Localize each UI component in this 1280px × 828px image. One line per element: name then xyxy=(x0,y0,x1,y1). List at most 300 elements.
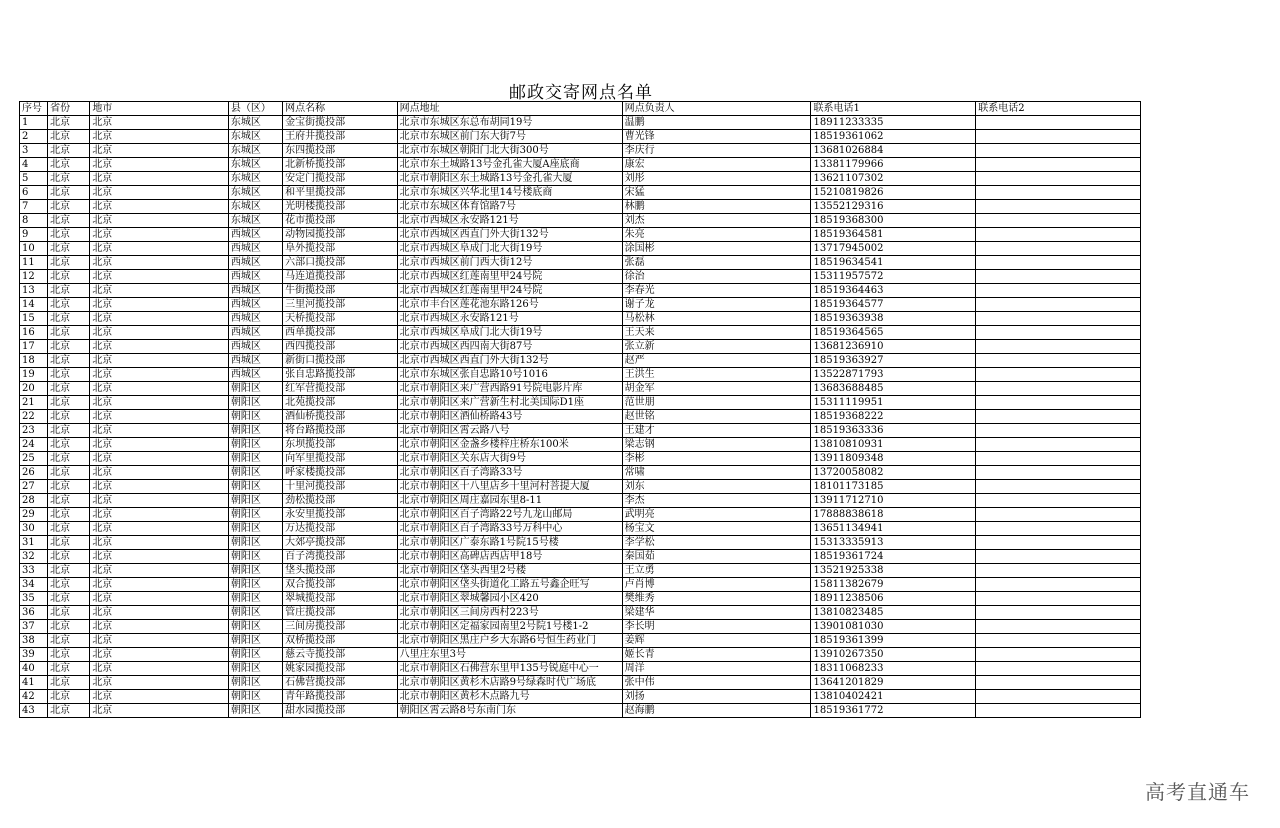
table-cell: 北京市朝阳区百子湾路33号万科中心 xyxy=(397,522,622,536)
table-row xyxy=(20,508,1141,522)
table-cell: 26 xyxy=(20,466,48,480)
table-row xyxy=(20,536,1141,550)
table-cell: 朝阳区 xyxy=(228,592,282,606)
table-cell: 北京市西城区永安路121号 xyxy=(397,312,622,326)
table-cell: 朝阳区 xyxy=(228,452,282,466)
table-cell: 北京 xyxy=(90,130,229,144)
table-cell: 北京 xyxy=(48,676,90,690)
table-cell: 37 xyxy=(20,620,48,634)
table-cell xyxy=(976,564,1141,578)
table-cell: 13651134941 xyxy=(811,522,976,536)
table-cell: 朱亮 xyxy=(622,228,811,242)
table-cell: 21 xyxy=(20,396,48,410)
table-cell: 东城区 xyxy=(228,158,282,172)
table-cell: 34 xyxy=(20,578,48,592)
table-cell: 18519363927 xyxy=(811,354,976,368)
table-cell xyxy=(976,676,1141,690)
table-cell: 北京市东城区前门东大街7号 xyxy=(397,130,622,144)
table-row xyxy=(20,578,1141,592)
table-cell: 北京 xyxy=(90,382,229,396)
table-row xyxy=(20,382,1141,396)
table-cell: 北京 xyxy=(48,438,90,452)
table-cell: 10 xyxy=(20,242,48,256)
table-cell: 29 xyxy=(20,508,48,522)
table-cell: 北京 xyxy=(90,214,229,228)
table-cell xyxy=(976,648,1141,662)
table-row xyxy=(20,704,1141,718)
table-cell: 朝阳区 xyxy=(228,522,282,536)
table-cell: 30 xyxy=(20,522,48,536)
table-cell: 金宝街揽投部 xyxy=(283,116,398,130)
table-cell: 青年路揽投部 xyxy=(283,690,398,704)
table-cell: 北京 xyxy=(90,494,229,508)
table-cell xyxy=(976,480,1141,494)
table-cell: 刘扬 xyxy=(622,690,811,704)
table-cell: 13381179966 xyxy=(811,158,976,172)
table-cell xyxy=(976,690,1141,704)
table-cell: 35 xyxy=(20,592,48,606)
table-cell: 西城区 xyxy=(228,256,282,270)
table-cell: 13 xyxy=(20,284,48,298)
header-cell: 联系电话2 xyxy=(976,102,1141,116)
table-cell: 北京 xyxy=(90,578,229,592)
table-cell: 北京 xyxy=(90,704,229,718)
table-cell: 北京 xyxy=(48,340,90,354)
table-cell: 北京 xyxy=(48,298,90,312)
table-cell: 西城区 xyxy=(228,326,282,340)
table-cell: 刘杰 xyxy=(622,214,811,228)
table-cell: 北京市朝阳区来广营西路91号院电影片库 xyxy=(397,382,622,396)
table-cell: 西城区 xyxy=(228,270,282,284)
table-cell: 北京 xyxy=(90,536,229,550)
table-cell: 北京 xyxy=(48,228,90,242)
table-cell: 北京市朝阳区关东店大街9号 xyxy=(397,452,622,466)
table-cell: 朝阳区 xyxy=(228,382,282,396)
table-cell: 北京 xyxy=(90,298,229,312)
table-cell: 朝阳区 xyxy=(228,690,282,704)
table-cell: 东坝揽投部 xyxy=(283,438,398,452)
table-row xyxy=(20,214,1141,228)
table-cell xyxy=(976,340,1141,354)
table-cell: 北京 xyxy=(90,410,229,424)
table-cell: 18519364577 xyxy=(811,298,976,312)
table-cell xyxy=(976,144,1141,158)
table-row xyxy=(20,438,1141,452)
table-cell: 红军营揽投部 xyxy=(283,382,398,396)
table-row xyxy=(20,396,1141,410)
table-cell xyxy=(976,256,1141,270)
table-row xyxy=(20,116,1141,130)
table-cell: 东四揽投部 xyxy=(283,144,398,158)
table-row xyxy=(20,494,1141,508)
table-cell: 双桥揽投部 xyxy=(283,634,398,648)
table-cell: 十里河揽投部 xyxy=(283,480,398,494)
table-cell: 18519364565 xyxy=(811,326,976,340)
header-cell: 网点地址 xyxy=(397,102,622,116)
table-cell: 谢子龙 xyxy=(622,298,811,312)
table-cell: 北京 xyxy=(48,410,90,424)
table-cell: 北京 xyxy=(48,578,90,592)
table-cell: 北京 xyxy=(48,116,90,130)
table-cell: 北京 xyxy=(48,522,90,536)
table-cell: 18911233335 xyxy=(811,116,976,130)
table-cell: 18519368300 xyxy=(811,214,976,228)
table-cell: 朝阳区 xyxy=(228,550,282,564)
table-cell: 13521925338 xyxy=(811,564,976,578)
table-cell: 北京 xyxy=(48,396,90,410)
table-cell: 武明亮 xyxy=(622,508,811,522)
table-cell: 北京市东城区朝阳门北大街300号 xyxy=(397,144,622,158)
table-cell: 北京 xyxy=(48,270,90,284)
table-cell: 北京 xyxy=(48,536,90,550)
table-cell: 李学松 xyxy=(622,536,811,550)
table-cell: 东城区 xyxy=(228,130,282,144)
table-cell: 北京 xyxy=(48,284,90,298)
table-cell: 12 xyxy=(20,270,48,284)
table-cell xyxy=(976,158,1141,172)
table-row xyxy=(20,144,1141,158)
table-cell: 北京市朝阳区三间房西村223号 xyxy=(397,606,622,620)
table-cell: 万达揽投部 xyxy=(283,522,398,536)
table-cell: 北京 xyxy=(90,312,229,326)
table-cell: 酒仙桥揽投部 xyxy=(283,410,398,424)
table-cell: 北京 xyxy=(48,494,90,508)
table-cell: 18311068233 xyxy=(811,662,976,676)
table-cell: 43 xyxy=(20,704,48,718)
table-row xyxy=(20,564,1141,578)
table-cell: 北京市西城区西四南大街87号 xyxy=(397,340,622,354)
table-cell: 北京 xyxy=(48,662,90,676)
table-cell: 西四揽投部 xyxy=(283,340,398,354)
table-cell: 北京 xyxy=(90,116,229,130)
table-cell xyxy=(976,368,1141,382)
header-cell: 网点负责人 xyxy=(622,102,811,116)
table-cell: 8 xyxy=(20,214,48,228)
table-cell: 西城区 xyxy=(228,242,282,256)
table-cell: 北京 xyxy=(48,424,90,438)
table-row xyxy=(20,662,1141,676)
header-cell: 省份 xyxy=(48,102,90,116)
table-row xyxy=(20,270,1141,284)
table-cell: 北京市东城区张自忠路10号1016 xyxy=(397,368,622,382)
header-cell: 联系电话1 xyxy=(811,102,976,116)
header-cell: 县（区） xyxy=(228,102,282,116)
table-cell: 刘彤 xyxy=(622,172,811,186)
table-cell: 北京市朝阳区黄杉木点路九号 xyxy=(397,690,622,704)
table-cell: 北京 xyxy=(90,242,229,256)
table-cell: 18 xyxy=(20,354,48,368)
table-cell: 5 xyxy=(20,172,48,186)
table-cell xyxy=(976,396,1141,410)
table-cell: 北京 xyxy=(48,242,90,256)
table-cell: 15210819826 xyxy=(811,186,976,200)
table-cell: 17888838618 xyxy=(811,508,976,522)
table-cell: 北京 xyxy=(90,480,229,494)
table-cell xyxy=(976,354,1141,368)
table-cell: 朝阳区 xyxy=(228,480,282,494)
table-cell: 28 xyxy=(20,494,48,508)
table-cell: 18519361062 xyxy=(811,130,976,144)
table-cell: 花市揽投部 xyxy=(283,214,398,228)
table-cell: 13810402421 xyxy=(811,690,976,704)
table-cell: 西城区 xyxy=(228,298,282,312)
table-cell: 北京 xyxy=(48,354,90,368)
table-cell: 北京 xyxy=(90,256,229,270)
table-cell: 李庆行 xyxy=(622,144,811,158)
table-cell: 北京 xyxy=(48,466,90,480)
table-row xyxy=(20,312,1141,326)
table-cell: 安定门揽投部 xyxy=(283,172,398,186)
table-cell: 朝阳区 xyxy=(228,536,282,550)
table-cell: 六部口揽投部 xyxy=(283,256,398,270)
table-row xyxy=(20,130,1141,144)
table-cell: 姜辉 xyxy=(622,634,811,648)
table-cell: 18519361724 xyxy=(811,550,976,564)
table-cell: 北京 xyxy=(90,634,229,648)
table-cell: 北京 xyxy=(90,172,229,186)
table-cell: 北京 xyxy=(90,368,229,382)
table-cell: 北京市朝阳区百子湾路33号 xyxy=(397,466,622,480)
table-cell: 北京 xyxy=(48,158,90,172)
table-cell: 北京市朝阳区霄云路八号 xyxy=(397,424,622,438)
table-cell: 周洋 xyxy=(622,662,811,676)
table-cell: 北京 xyxy=(48,592,90,606)
table-cell: 31 xyxy=(20,536,48,550)
table-cell: 北京 xyxy=(48,648,90,662)
table-cell: 八里庄东里3号 xyxy=(397,648,622,662)
table-cell: 16 xyxy=(20,326,48,340)
table-cell: 北京 xyxy=(48,256,90,270)
table-cell: 18101173185 xyxy=(811,480,976,494)
table-cell: 向军里揽投部 xyxy=(283,452,398,466)
table-row xyxy=(20,200,1141,214)
table-cell: 朝阳区 xyxy=(228,662,282,676)
table-cell: 北京 xyxy=(48,214,90,228)
table-cell: 北京 xyxy=(48,480,90,494)
table-cell: 北京 xyxy=(90,550,229,564)
table-cell: 北京 xyxy=(48,564,90,578)
table-cell: 13717945002 xyxy=(811,242,976,256)
table-cell xyxy=(976,200,1141,214)
table-cell: 北京 xyxy=(90,340,229,354)
table-cell: 北京 xyxy=(90,606,229,620)
table-cell: 大郊亭揽投部 xyxy=(283,536,398,550)
table-cell: 北京 xyxy=(90,158,229,172)
table-cell xyxy=(976,550,1141,564)
table-row xyxy=(20,172,1141,186)
table-cell: 宋猛 xyxy=(622,186,811,200)
table-cell: 朝阳区 xyxy=(228,606,282,620)
table-cell: 北京 xyxy=(90,676,229,690)
table-cell: 北京 xyxy=(48,382,90,396)
table-cell xyxy=(976,186,1141,200)
table-cell: 赵海鹏 xyxy=(622,704,811,718)
table-cell: 光明楼揽投部 xyxy=(283,200,398,214)
table-cell: 北京市西城区永安路121号 xyxy=(397,214,622,228)
table-cell: 北京市西城区红莲南里甲24号院 xyxy=(397,284,622,298)
table-cell: 北京 xyxy=(90,438,229,452)
table-cell: 西城区 xyxy=(228,284,282,298)
table-cell: 北京市朝阳区东土城路13号金孔雀大厦 xyxy=(397,172,622,186)
table-cell: 朝阳区 xyxy=(228,410,282,424)
table-cell: 西城区 xyxy=(228,368,282,382)
table-cell: 北京 xyxy=(48,200,90,214)
table-cell: 三里河揽投部 xyxy=(283,298,398,312)
table-cell: 北京市朝阳区垡头街道化工路五号鑫企旺写 xyxy=(397,578,622,592)
table-cell: 胡金军 xyxy=(622,382,811,396)
table-cell: 朝阳区 xyxy=(228,564,282,578)
table-cell: 15311119951 xyxy=(811,396,976,410)
table-cell: 将台路揽投部 xyxy=(283,424,398,438)
table-cell: 41 xyxy=(20,676,48,690)
document-title: 邮政交寄网点名单 xyxy=(509,83,653,103)
table-cell: 18519361399 xyxy=(811,634,976,648)
table-cell: 范世朋 xyxy=(622,396,811,410)
table-cell xyxy=(976,284,1141,298)
table-cell: 西单揽投部 xyxy=(283,326,398,340)
table-cell: 温鹏 xyxy=(622,116,811,130)
table-cell: 北京 xyxy=(48,186,90,200)
table-cell: 东城区 xyxy=(228,144,282,158)
table-cell xyxy=(976,424,1141,438)
table-cell: 23 xyxy=(20,424,48,438)
table-cell: 北京市西城区红莲南里甲24号院 xyxy=(397,270,622,284)
table-cell: 马松林 xyxy=(622,312,811,326)
table-cell xyxy=(976,438,1141,452)
table-cell: 北京 xyxy=(90,662,229,676)
table-cell: 42 xyxy=(20,690,48,704)
table-cell: 北京 xyxy=(90,466,229,480)
table-cell: 北京市朝阳区金盏乡楼梓庄桥东100米 xyxy=(397,438,622,452)
table-cell: 32 xyxy=(20,550,48,564)
table-cell: 北京 xyxy=(90,186,229,200)
table-cell: 北京市丰台区莲花池东路126号 xyxy=(397,298,622,312)
table-cell xyxy=(976,410,1141,424)
table-cell: 18519363336 xyxy=(811,424,976,438)
table-row xyxy=(20,410,1141,424)
table-cell: 秦国茹 xyxy=(622,550,811,564)
table-cell: 赵严 xyxy=(622,354,811,368)
table-cell xyxy=(976,270,1141,284)
table-cell: 13810823485 xyxy=(811,606,976,620)
table-cell: 18519634541 xyxy=(811,256,976,270)
table-row xyxy=(20,186,1141,200)
table-cell: 15811382679 xyxy=(811,578,976,592)
table-cell: 朝阳区 xyxy=(228,508,282,522)
table-cell: 18519363938 xyxy=(811,312,976,326)
table-cell: 李长明 xyxy=(622,620,811,634)
table-cell: 朝阳区 xyxy=(228,494,282,508)
table-cell xyxy=(976,536,1141,550)
table-cell: 13901081030 xyxy=(811,620,976,634)
table-cell: 13810810931 xyxy=(811,438,976,452)
table-cell: 慈云寺揽投部 xyxy=(283,648,398,662)
table-cell: 13522871793 xyxy=(811,368,976,382)
table-cell: 18519364581 xyxy=(811,228,976,242)
table-cell: 徐治 xyxy=(622,270,811,284)
table-header-row xyxy=(20,102,1141,116)
table-cell: 15313335913 xyxy=(811,536,976,550)
table-cell: 18911238506 xyxy=(811,592,976,606)
table-cell: 北京 xyxy=(90,326,229,340)
table-cell: 北京 xyxy=(90,200,229,214)
table-cell: 张立新 xyxy=(622,340,811,354)
table-row xyxy=(20,424,1141,438)
table-cell: 北苑揽投部 xyxy=(283,396,398,410)
table-cell: 17 xyxy=(20,340,48,354)
table-cell: 15 xyxy=(20,312,48,326)
table-body xyxy=(20,116,1141,718)
table-row xyxy=(20,368,1141,382)
table-cell: 18519364463 xyxy=(811,284,976,298)
table-cell: 赵世铭 xyxy=(622,410,811,424)
table-cell: 北京市朝阳区百子湾路22号九龙山邮局 xyxy=(397,508,622,522)
table-cell xyxy=(976,228,1141,242)
table-cell: 北京市东城区体育馆路7号 xyxy=(397,200,622,214)
table-cell: 百子湾揽投部 xyxy=(283,550,398,564)
table-cell: 北京市西城区西直门外大街132号 xyxy=(397,354,622,368)
table-cell xyxy=(976,326,1141,340)
table-row xyxy=(20,452,1141,466)
table-cell: 东城区 xyxy=(228,200,282,214)
table-cell: 朝阳区 xyxy=(228,578,282,592)
table-cell: 36 xyxy=(20,606,48,620)
table-cell: 北京 xyxy=(90,228,229,242)
table-cell: 王立勇 xyxy=(622,564,811,578)
table-cell: 朝阳区霄云路8号东南门东 xyxy=(397,704,622,718)
table-cell xyxy=(976,298,1141,312)
table-cell: 北京 xyxy=(48,690,90,704)
table-cell: 北京 xyxy=(48,326,90,340)
table-cell: 19 xyxy=(20,368,48,382)
table-cell: 13910267350 xyxy=(811,648,976,662)
table-cell xyxy=(976,172,1141,186)
table-cell: 13681236910 xyxy=(811,340,976,354)
table-cell: 王洪生 xyxy=(622,368,811,382)
table-cell: 北京市朝阳区广泰东路1号院15号楼 xyxy=(397,536,622,550)
table-cell: 西城区 xyxy=(228,312,282,326)
table-cell: 1 xyxy=(20,116,48,130)
watermark-text: 高考直通车 xyxy=(1145,780,1250,804)
table-cell: 北京 xyxy=(90,508,229,522)
table-cell: 刘东 xyxy=(622,480,811,494)
table-cell xyxy=(976,704,1141,718)
table-row xyxy=(20,634,1141,648)
table-cell: 西城区 xyxy=(228,228,282,242)
table-cell xyxy=(976,606,1141,620)
table-cell: 北京 xyxy=(90,396,229,410)
table-cell: 王天来 xyxy=(622,326,811,340)
table-row xyxy=(20,690,1141,704)
table-cell: 北京 xyxy=(90,620,229,634)
table-cell: 13641201829 xyxy=(811,676,976,690)
table-cell: 6 xyxy=(20,186,48,200)
table-cell: 西城区 xyxy=(228,354,282,368)
table-cell: 张中伟 xyxy=(622,676,811,690)
table-cell xyxy=(976,578,1141,592)
table-cell: 北京市西城区前门西大街12号 xyxy=(397,256,622,270)
table-cell xyxy=(976,242,1141,256)
table-cell: 姬长青 xyxy=(622,648,811,662)
table-cell xyxy=(976,592,1141,606)
table-cell: 李春光 xyxy=(622,284,811,298)
post-office-table xyxy=(19,101,1141,718)
table-cell: 动物园揽投部 xyxy=(283,228,398,242)
table-row xyxy=(20,340,1141,354)
table-cell xyxy=(976,214,1141,228)
table-cell xyxy=(976,382,1141,396)
table-cell: 11 xyxy=(20,256,48,270)
